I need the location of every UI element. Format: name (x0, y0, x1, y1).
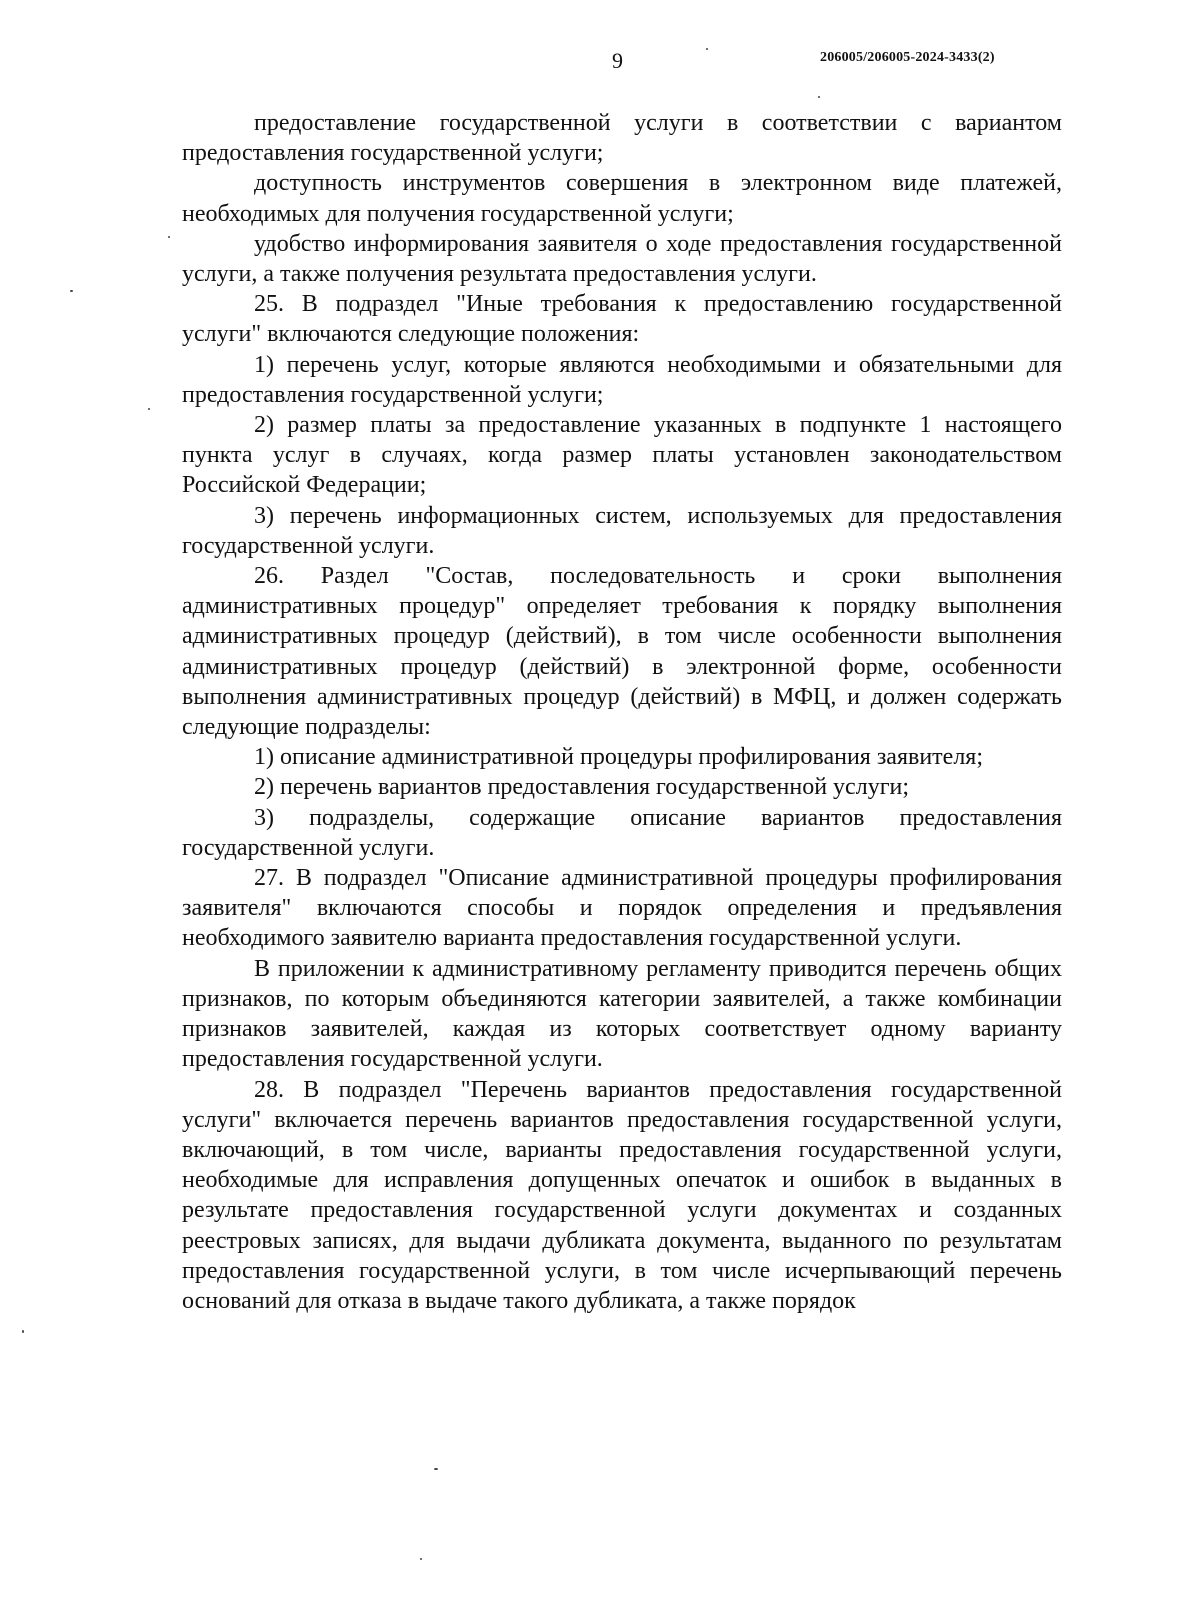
scan-speck (148, 408, 150, 410)
paragraph: 26. Раздел "Состав, последовательность и сроки выполнения административных процедур" определяет требования к порядку выполнения административных процедур (действий), в том числе особенности выполнения административных процедур (действий) в электронной форме, особенности выполнения административных процедур (действий) в МФЦ, и должен содержать следующие подразделы: (182, 563, 1062, 741)
paragraph: 3) перечень информационных систем, используемых для предоставления государственной услуги. (182, 502, 1062, 559)
paragraph: 1) описание административной процедуры профилирования заявителя; (254, 744, 983, 771)
scan-speck (70, 290, 73, 292)
paragraph: доступность инструментов совершения в электронном виде платежей, необходимых для получения государственной услуги; (182, 170, 1062, 227)
paragraph: 1) перечень услуг, которые являются необходимыми и обязательными для предоставления государственной услуги; (182, 351, 1062, 408)
page-number: 9 (612, 48, 623, 73)
paragraph: 2) размер платы за предоставление указанных в подпункте 1 настоящего пункта услуг в случаях, когда размер платы установлен законодательством Российской Федерации; (182, 412, 1062, 499)
paragraph: 3) подразделы, содержащие описание вариантов предоставления государственной услуги. (182, 804, 1062, 861)
paragraph: 25. В подраздел "Иные требования к предоставлению государственной услуги" включаются следующие положения: (182, 291, 1062, 348)
scan-speck (706, 48, 708, 50)
scan-speck (22, 1330, 24, 1333)
scan-speck (818, 96, 820, 98)
scan-speck (434, 1468, 438, 1470)
scan-speck (420, 1558, 422, 1560)
paragraph: предоставление государственной услуги в соответствии с вариантом предоставления государственной услуги; (182, 110, 1062, 167)
paragraph: 2) перечень вариантов предоставления государственной услуги; (254, 774, 910, 801)
paragraph: 27. В подраздел "Описание административной процедуры профилирования заявителя" включаются способы и порядок определения и предъявления необходимого заявителю варианта предоставления государственной услуги. (182, 865, 1062, 952)
document-body (182, 108, 1062, 1316)
paragraph: 28. В подраздел "Перечень вариантов предоставления государственной услуги" включается перечень вариантов предоставления государственной услуги, включающий, в том числе, варианты предоставления государственной услуги, необходимые для исправления допущенных опечаток и ошибок в выданных в результате предоставления государственной услуги документах и созданных реестровых записях, для выдачи дубликата документа, выданного по результатам предоставления государственной услуги, в том числе исчерпывающий перечень оснований для отказа в выдаче такого дубликата, а также порядок (182, 1076, 1062, 1314)
paragraph: В приложении к административному регламенту приводится перечень общих признаков, по которым объединяются категории заявителей, а также комбинации признаков заявителей, каждая из которых соответствует одному варианту предоставления государственной услуги. (182, 955, 1062, 1073)
scan-speck (168, 236, 170, 238)
document-id: 206005/206005-2024-3433(2) (820, 50, 995, 65)
paragraph: удобство информирования заявителя о ходе предоставления государственной услуги, а также получения результата предоставления услуги. (182, 230, 1062, 288)
